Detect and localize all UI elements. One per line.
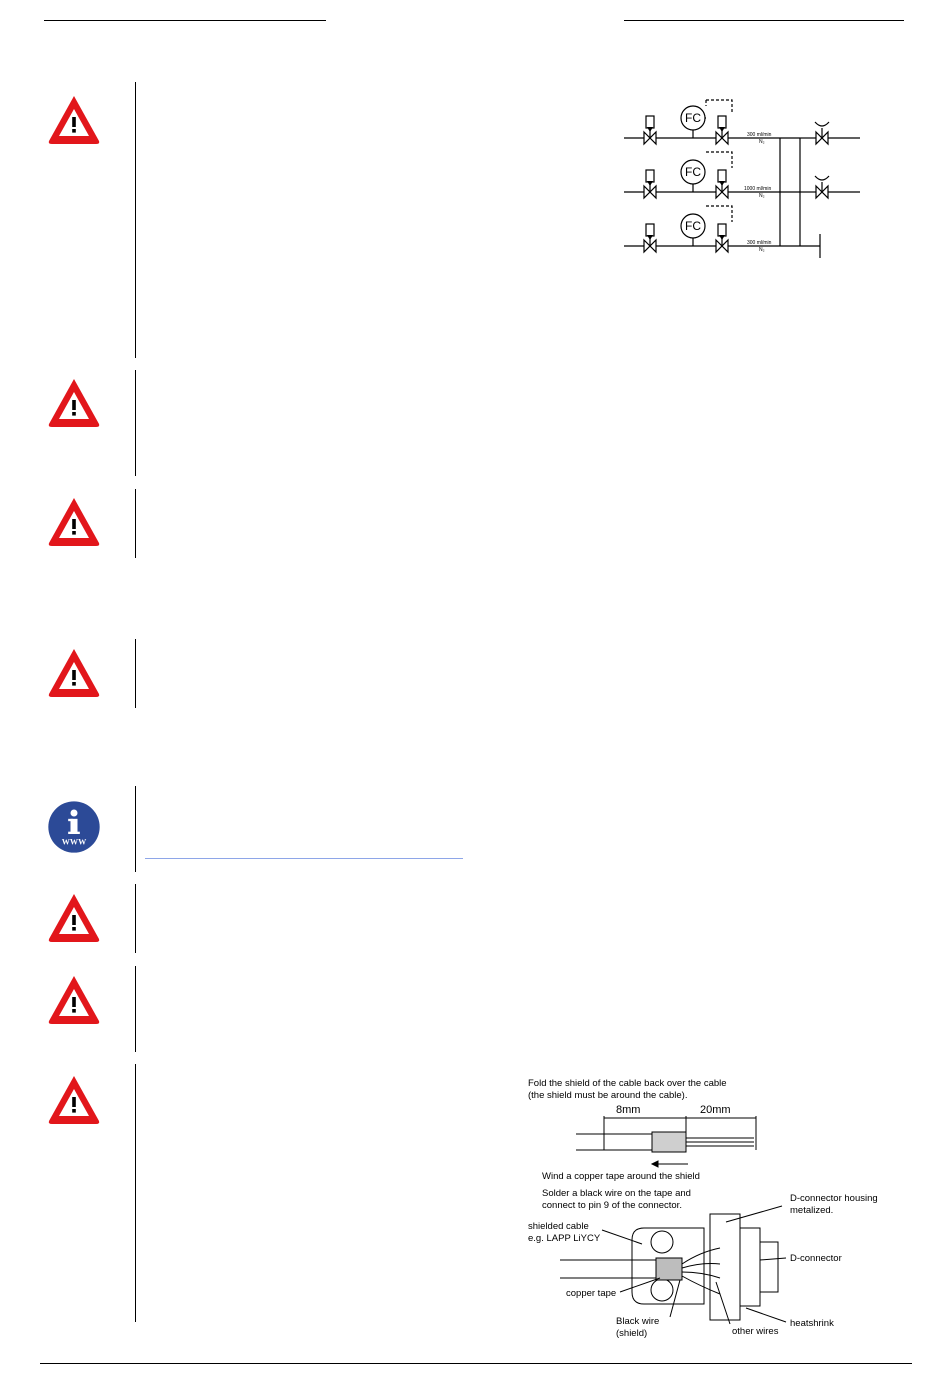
flow-rate-label: 1000 ml/min — [744, 186, 772, 192]
warning-triangle-icon — [46, 972, 102, 1028]
dimension-label: 8mm — [616, 1104, 641, 1116]
warning-triangle-icon — [46, 1072, 102, 1128]
section-divider — [135, 966, 136, 1052]
flow-gas-label: N₂ — [759, 139, 765, 145]
link-underline[interactable] — [145, 858, 463, 859]
solder-instruction: Solder a black wire on the tape and — [542, 1188, 691, 1199]
warning-triangle-icon — [46, 375, 102, 431]
section-divider — [135, 884, 136, 953]
flow-rate-label: 300 ml/min — [747, 132, 772, 138]
flow-gas-label: N₂ — [759, 193, 765, 199]
shielded-cable-label: shielded cable — [528, 1221, 589, 1232]
other-wires-label: other wires — [732, 1326, 779, 1337]
solder-instruction: connect to pin 9 of the connector. — [542, 1200, 682, 1211]
fc-label: FC — [685, 219, 701, 233]
warning-triangle-icon — [46, 494, 102, 550]
housing-label: metalized. — [790, 1205, 834, 1216]
footer-rule — [40, 1363, 912, 1364]
heatshrink-label: heatshrink — [790, 1318, 834, 1329]
black-wire-label: (shield) — [616, 1328, 648, 1339]
flow-rate-label: 300 ml/min — [747, 240, 772, 246]
section-divider — [135, 489, 136, 558]
section-divider — [135, 370, 136, 476]
d-connector-label: D-connector — [790, 1253, 842, 1264]
copper-wind-instruction: Wind a copper tape around the shield — [542, 1171, 700, 1182]
fold-instruction: Fold the shield of the cable back over the cable — [528, 1078, 727, 1089]
section-divider — [135, 639, 136, 708]
fc-label: FC — [685, 165, 701, 179]
info-www-icon — [46, 799, 102, 855]
svg-text:WWW: WWW — [61, 837, 87, 847]
section-divider — [135, 786, 136, 872]
header-rule-right — [624, 20, 904, 21]
housing-label: D-connector housing — [790, 1193, 878, 1204]
section-divider — [135, 82, 136, 358]
shielded-cable-label: e.g. LAPP LiYCY — [528, 1233, 601, 1244]
header-rule-left — [44, 20, 326, 21]
dimension-label: 20mm — [700, 1104, 731, 1116]
black-wire-label: Black wire — [616, 1316, 660, 1327]
copper-tape-label: copper tape — [566, 1288, 617, 1299]
flow-controller-diagram — [620, 92, 880, 264]
fold-instruction: (the shield must be around the cable). — [528, 1090, 688, 1101]
warning-triangle-icon — [46, 645, 102, 701]
cable-shield-diagram — [520, 1072, 900, 1348]
fc-label: FC — [685, 111, 701, 125]
section-divider — [135, 1064, 136, 1322]
warning-triangle-icon — [46, 92, 102, 148]
flow-gas-label: N₂ — [759, 247, 765, 253]
warning-triangle-icon — [46, 890, 102, 946]
